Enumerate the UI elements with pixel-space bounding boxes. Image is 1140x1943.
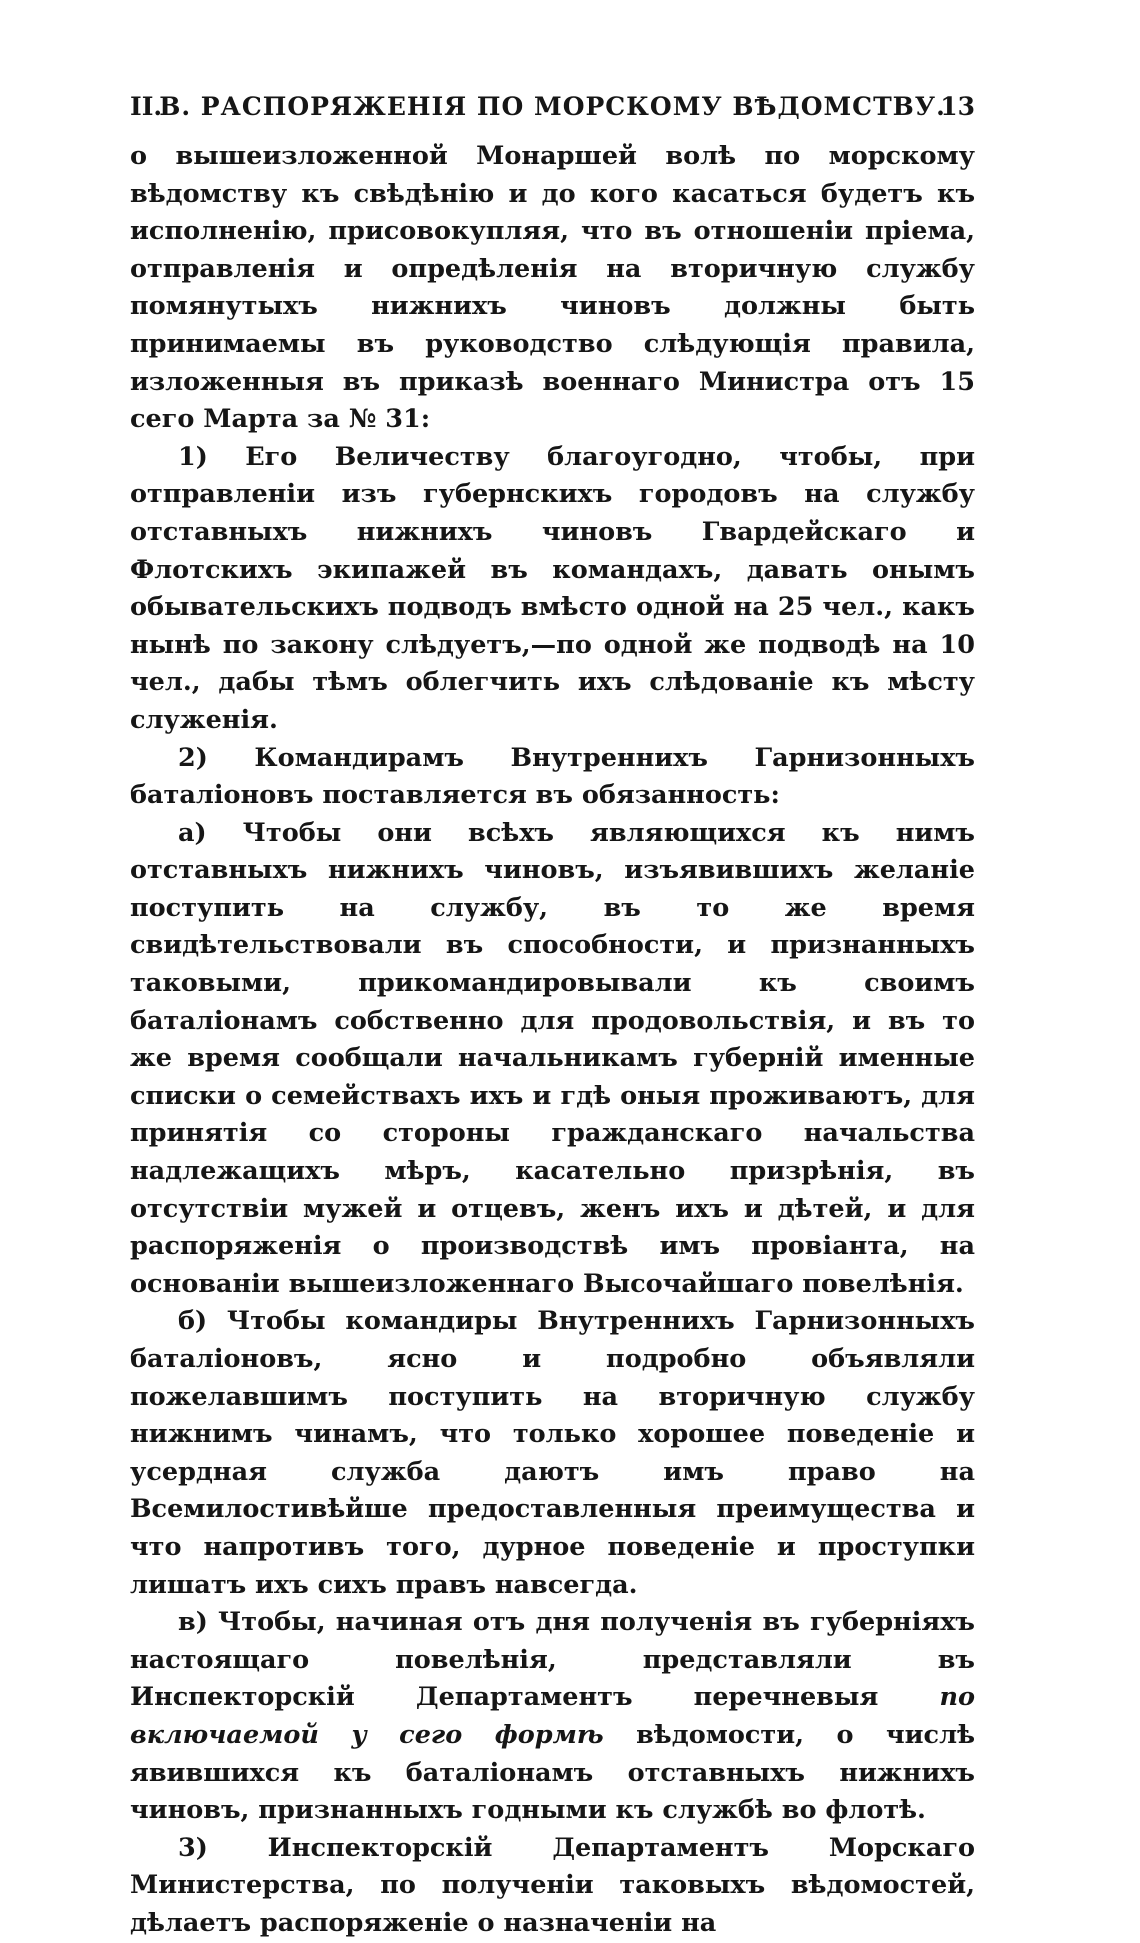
paragraph-item-2b: б) Чтобы командиры Внутреннихъ Гарнизонныхъ баталіоновъ, ясно и подробно объявляли пожелавшимъ поступить на вторичную службу нижнимъ чинамъ, что только хорошее поведеніе и усердная служба даютъ имъ право на Всемилостивѣйше предоставленныя преимущества и что напротивъ того, дурное поведеніе и проступки лишатъ ихъ сихъ правъ навсегда. xyxy=(130,1306,975,1600)
paragraph-continuation: о вышеизложенной Монаршей волѣ по морскому вѣдомству къ свѣдѣнію и до кого касаться будетъ къ исполненію, присовокупляя, что въ отношеніи пріема, отправленія и опредѣленія на вторичную службу помянутыхъ нижнихъ чиновъ должны быть принимаемы въ руководство слѣдующія правила, изложенныя въ приказѣ военнаго Министра отъ 15 сего Марта за № 31: xyxy=(130,141,975,435)
paragraph-item-3: 3) Инспекторскій Департаментъ Морскаго Министерства, по полученіи таковыхъ вѣдомостей, дѣлаетъ распоряженіе о назначеніи на xyxy=(130,1832,975,1938)
running-header xyxy=(130,92,975,132)
paragraph-item-2a: а) Чтобы они всѣхъ являющихся къ нимъ отставныхъ нижнихъ чиновъ, изъявившихъ желаніе поступить на службу, въ то же время свидѣтельствовали въ способности, и признанныхъ таковыми, прикомандировывали къ своимъ баталіонамъ собственно для продовольствія, и въ то же время сообщали начальникамъ губерній именные списки о семействахъ ихъ и гдѣ оныя проживаютъ, для принятія со стороны гражданскаго начальства надлежащихъ мѣръ, касательно призрѣнія, въ отсутствіи мужей и отцевъ, женъ ихъ и дѣтей, и для распоряженія о производствѣ имъ провіанта, на основаніи вышеизложеннаго Высочайшаго повелѣнія. xyxy=(130,817,975,1299)
item-2v-text-start: в) Чтобы, начиная отъ дня полученія въ губерніяхъ настоящаго повелѣнія, представляли въ Инспекторскій Департаментъ перечневыя xyxy=(130,1607,975,1713)
paragraph-item-2v xyxy=(130,1604,975,1830)
item-2v-italic-phrase: по включаемой у сего формѣ xyxy=(130,1682,975,1750)
running-title: В. РАСПОРЯЖЕНІЯ ПО МОРСКОМУ ВѢДОМСТВУ. xyxy=(159,92,946,121)
page-number: 13 xyxy=(940,92,975,121)
paragraph-item-1: 1) Его Величеству благоугодно, чтобы, при отправленіи изъ губернскихъ городовъ на службу отставныхъ нижнихъ чиновъ Гвардейскаго и Флотскихъ экипажей въ командахъ, давать онымъ обывательскихъ подводъ вмѣсто одной на 25 чел., какъ нынѣ по закону слѣдуетъ,—по одной же подводѣ на 10 чел., дабы тѣмъ облегчить ихъ слѣдованіе къ мѣсту служенія. xyxy=(130,441,975,735)
body-text xyxy=(130,138,975,1943)
paragraph-item-2: 2) Командирамъ Внутреннихъ Гарнизонныхъ баталіоновъ поставляется въ обязанность: xyxy=(130,742,975,811)
section-number: II. xyxy=(130,92,163,121)
item-2v-text-end: вѣдомости, о числѣ явившихся къ баталіонамъ отставныхъ нижнихъ чиновъ, признанныхъ годными къ службѣ во флотѣ. xyxy=(130,1719,975,1826)
